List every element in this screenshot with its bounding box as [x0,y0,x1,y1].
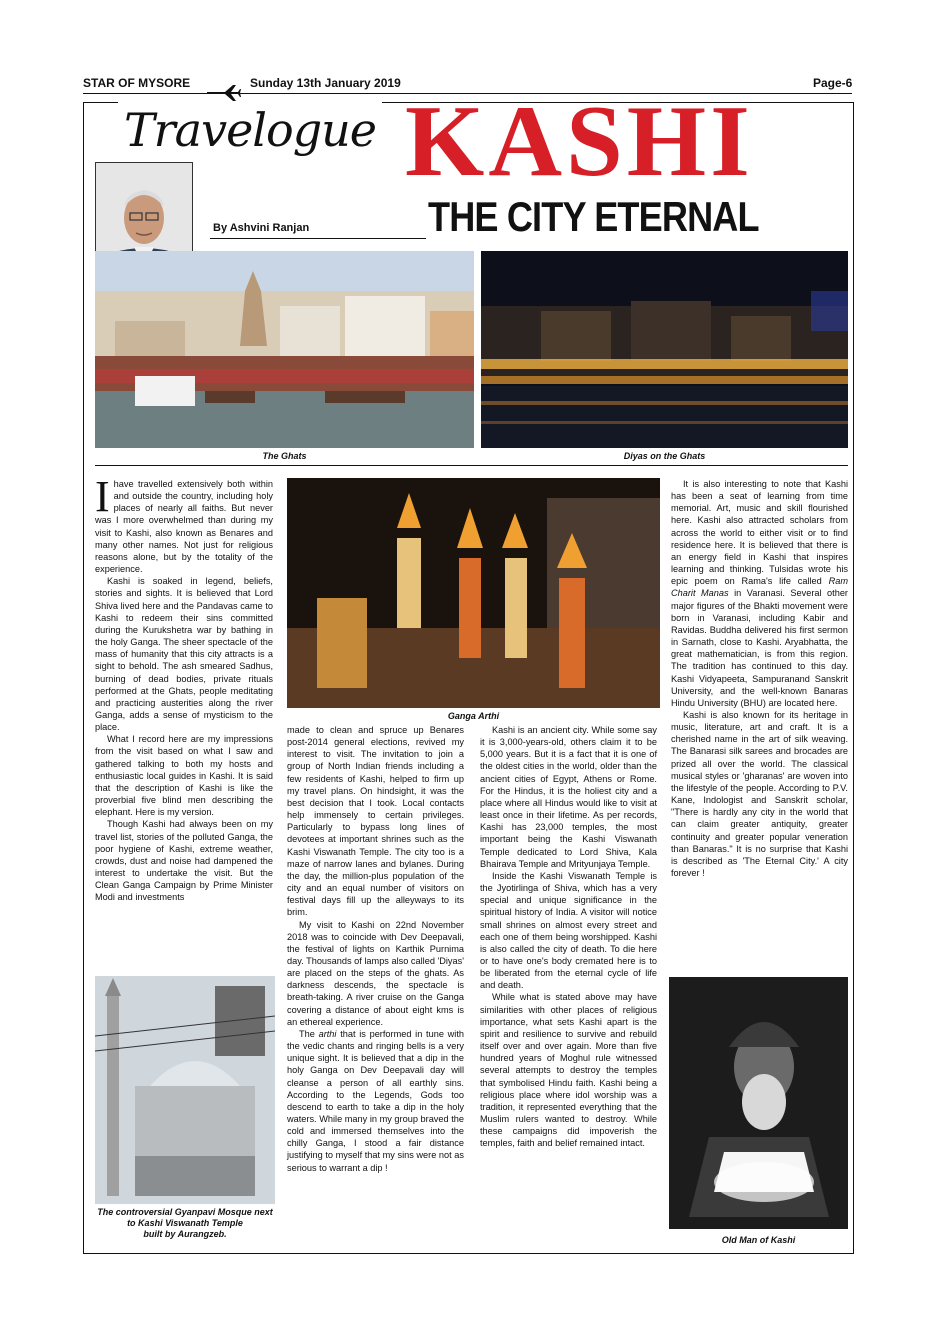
col2-para-2: My visit to Kashi on 22nd November 2018 was to coincide with Dev Deepavali, the festival of lights on Karthik Purnima day. Thousands of lamps also called 'Diyas' are placed on the steps of the ghats. As darkness descends, the spectacle is breath-taking. A river cruise on the Ganga covering a distance of about eight kms is an ethereal experience. [287,919,464,1027]
headline-subtitle: THE CITY ETERNAL [428,193,759,240]
diyas-caption: Diyas on the Ghats [623,451,706,461]
col4-para-1 [671,478,848,709]
col3-para-2: Inside the Kashi Viswanath Temple is the Jyotirlinga of Shiva, which has a very special and unique significance in the spiritual history of India. A visitor will notice small shrines on almost every street and each one of them being worshipped. Kashi is also called the city of death. To die here or to have one's body cremated here is to be liberated from the eternal cycle of life and death. [480,870,657,991]
airplane-icon [205,82,241,102]
article-column-1 [95,472,273,903]
oldman-caption: Old Man of Kashi [721,1235,796,1245]
col3-para-3: While what is stated above may have similarities with other places of religious importance, what sets Kashi apart is the spirit and resilience to survive and rebuild itself over and over again. More than five hundred years of Moghul rule witnessed several attempts to destroy the temples that symbolised Hindu faith. Kashi being a religious place where idol worship was a tradition, it represented everything that the Muslim rulers wanted to destroy. While these campaigns did impoverish the temples, faith and belief remained intact. [480,992,657,1149]
oldman-photo [669,977,848,1229]
ghats-caption: The Ghats [262,451,307,461]
col2-para-1: made to clean and spruce up Benares post-2014 general elections, revived my interest to visit. The invitation to join a group of North Indian friends including a few residents of Kashi, helped to firm up my travel plans. On hindsight, it was the best decision that I took. Local contacts help immensely to certain privileges. Particularly to bypass long lines of devotees at important shrines such as the Kashi Viswanath Temple. The city too is a maze of narrow lanes and bylanes. During the day, the million-plus population of the city and an equal number of visitors on festival days fill up the alleyways to its brim. [287,725,464,918]
paper-name: STAR OF MYSORE [83,76,191,90]
mosque-photo [95,976,275,1204]
article-column-2 [287,724,464,1174]
col2-para-3 [287,1028,464,1174]
col3-para-1: Kashi is an ancient city. While some say it is 3,000-years-old, others claim it to be 5,000 years. But it is a fact that it is one of the oldest cities in the world, older than the ancient cities of Egypt, Athens or Rome. For the Hindus, it is the holiest city and a place where all Hindus would like to visit at least once in their lifetime. As per records, Kashi has 23,000 temples, the most important being the Kashi Viswanath Temple dedicated to Lord Shiva, Kala Bhairava Temple and Mrityunjaya Temple. [480,725,657,869]
photo-rule [95,465,848,466]
arthi-photo [287,478,660,708]
col2-arthi-word: arthi [318,1028,337,1039]
col4-para-1-tail: in Varanasi. Several other major figures of the Bhakti movement were born in Varanasi, including Kabir and Ravidas. Buddha delivered his first sermon in Sarnath, close to Kashi. Aryabhatta, the great mathematician, is from this region. The tradition has continued to this day. Kashi Vidyapeeta, Sampuranand Sanskrit University, and the well-known Banaras Hindu University (BHU) are located here. [671,588,848,708]
article-column-3 [480,724,657,1149]
col1-para-2: Kashi is soaked in legend, beliefs, stories and sights. It is believed that Lord Shiva lived here and the Pandavas came to Kashi to redeem their sins committed during the Kurukshetra war by bathing in the holy Ganga. The sheer spectacle of the mass of humanity that this city attracts is a sight to behold. The ash smeared Sadhus, burning of dead bodies, private rituals performed at the Ghats, people meditating and practicing austerities along the river Ganga, adds a sense of mysticism to the place. [95,576,273,733]
col4-para-2: Kashi is also known for its heritage in music, literature, art and craft. It is a cherished name in the art of silk weaving. The Banarasi silk sarees and brocades are prized all over the world. The classical musical styles or 'gharanas' are woven into the lifestyle of the people. According to P.V. Kane, Indologist and Sanskrit scholar, "There is hardly any city in the world that can claim greater antiquity, greater continuity and greater popular veneration than Banaras." It is no surprise that Kashi is described as 'The Eternal City.' A city forever ! [671,709,848,878]
mosque-caption-line-1: The controversial Gyanpavi Mosque next [97,1207,273,1217]
col4-para-1-text: It is also interesting to note that Kashi has been a seat of learning from time memorial. Art, music and skill flourished here. Kashi also attracted scholars from across the world to either visit or to find residence here. It is believed that there is an energy field in Kashi that inspires learning and thinking. Tulsidas wrote his epic poem on Rama's life called [671,479,848,587]
byline-rule [210,238,426,239]
mosque-caption [95,1207,275,1240]
col1-para-3: What I record here are my impressions from the visit based on what I saw and gathered talking to both my hosts and enthusiastic local guides in Kashi. It is said that the description of Kashi is like the proverbial five blind men describing the elephant. Here is my version. [95,734,273,818]
arthi-caption: Ganga Arthi [447,711,500,721]
col4-ram-charit-manas: Ram Charit Manas [671,576,848,599]
col2-para-3-text: that is performed in tune with the vedic chants and ringing bells is a very unique sight. It is believed that a dip in the holy Ganga on Dev Deepavali day will cleanse a person of all earthly sins. According to the Legends, Gods too descend to earth to take a dip in the holy waters. While many in my group braved the cold and immersed themselves into the chilly Ganga, I stood a fair distance justifying to myself that my sins were not as serious to warrant a dip ! [287,1028,465,1173]
article-column-4 [671,478,848,879]
issue-date: Sunday 13th January 2019 [250,76,401,90]
headline-kashi: KASHI [405,85,754,198]
section-title: Travelogue [118,102,382,158]
col1-para-1 [95,472,273,575]
col1-para-1-text: have travelled extensively both within and outside the country, including holy places of nearly all faiths. But never was I more overwhelmed than during my visit to Kashi, also known as Benares and many other names. Not just for religious reasons alone, but by the totality of the experience. [95,479,273,575]
drop-cap: I [95,472,110,521]
byline: By Ashvini Ranjan [213,222,310,234]
col2-para-3-lead: The [299,1028,315,1039]
diyas-photo [481,251,848,448]
mosque-caption-line-3: built by Aurangzeb. [143,1229,227,1239]
mosque-caption-line-2: to Kashi Viswanath Temple [127,1218,243,1228]
ghats-photo [95,251,474,448]
col1-para-4: Though Kashi had always been on my travel list, stories of the polluted Ganga, the poor hygiene of Kashi, extreme weather, crowds, dust and noise had dampened the interest to undertake the visit. But the Clean Ganga Campaign by Prime Minister Modi and investments [95,819,273,903]
page-number: Page-6 [813,76,853,90]
